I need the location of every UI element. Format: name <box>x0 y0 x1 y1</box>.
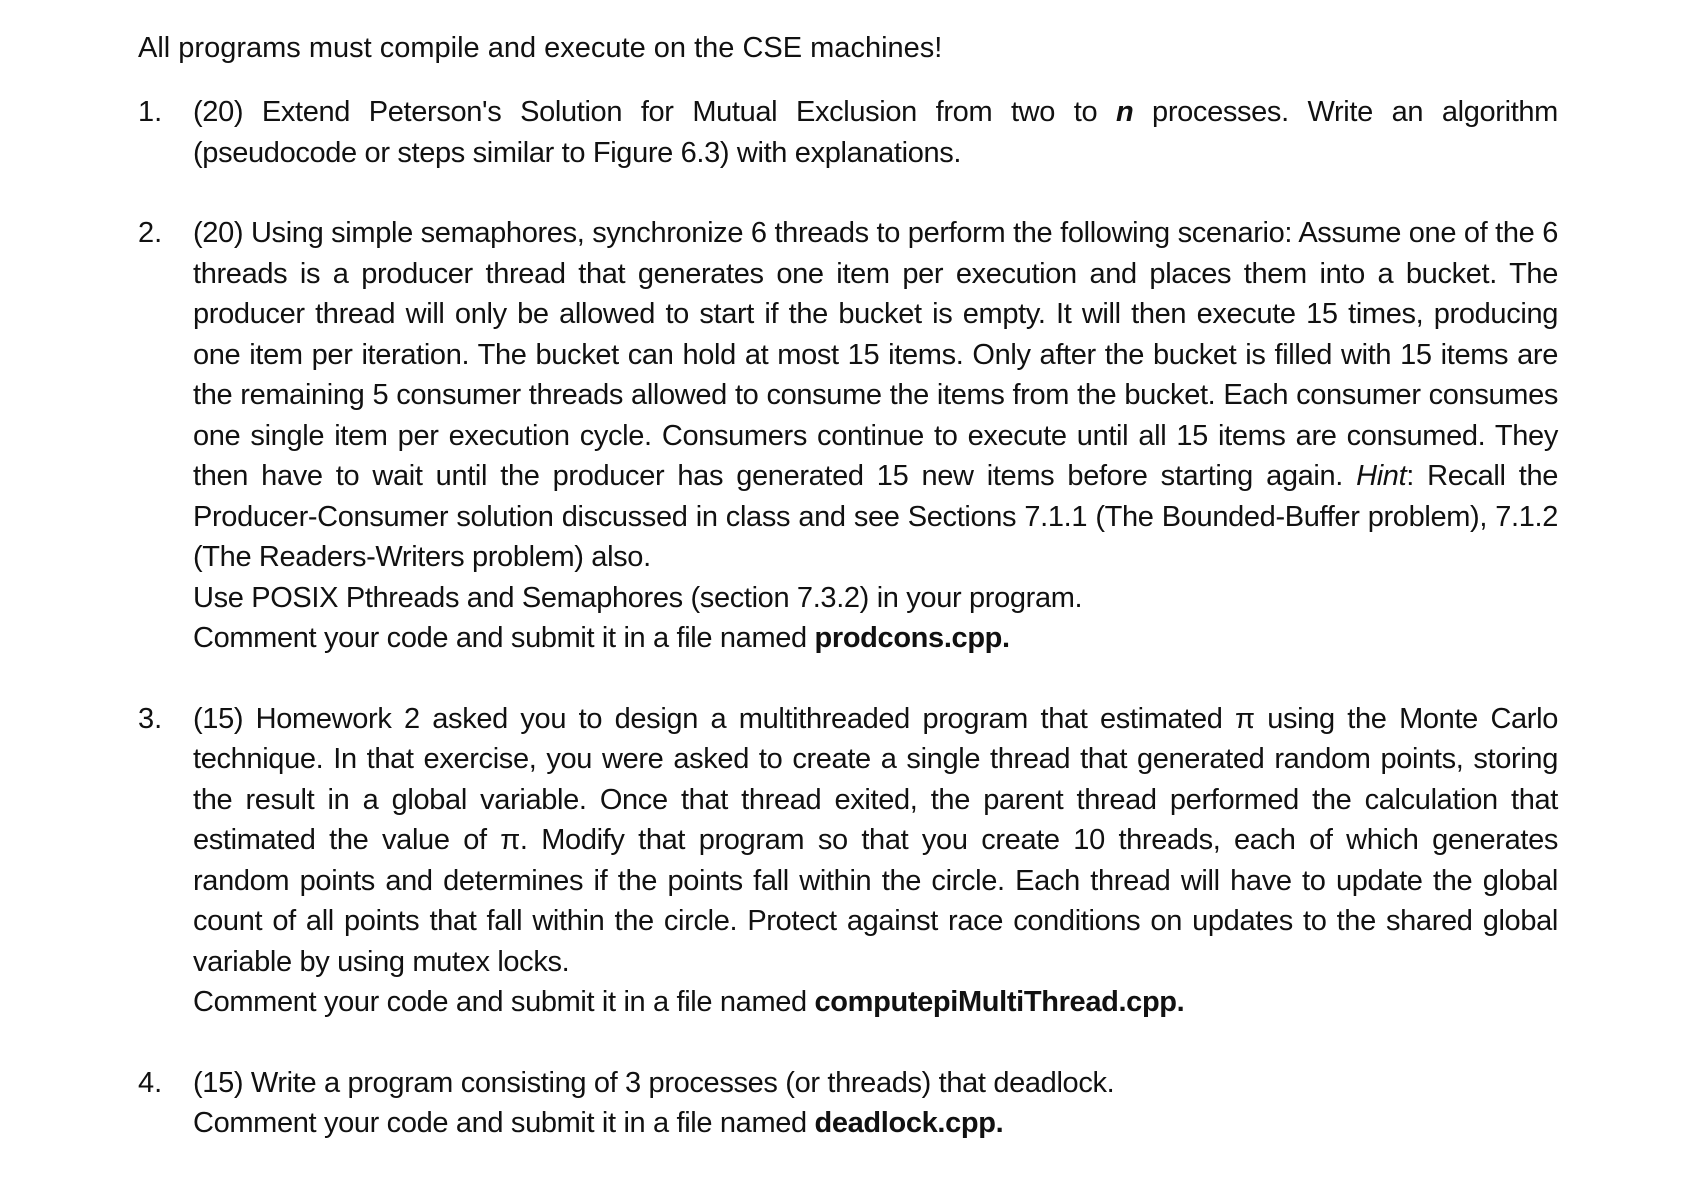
filename: computepiMultiThread.cpp. <box>814 986 1185 1018</box>
question-number: 4. <box>138 1066 163 1099</box>
emphasis-n: n <box>1115 96 1134 128</box>
question-text <box>193 213 1558 578</box>
submit-instruction <box>193 618 1558 659</box>
question-number: 2. <box>138 217 163 249</box>
question-number: 1. <box>138 96 163 128</box>
submit-text: Comment your code and submit it in a file named <box>193 622 815 654</box>
question-text-part: processes. Write an algorithm (pseudocode or steps similar to Figure 6.3) with explanations. <box>193 96 1558 169</box>
posix-instruction: Use POSIX Pthreads and Semaphores (section 7.3.2) in your program. <box>193 581 1083 614</box>
question-number: 3. <box>138 702 163 735</box>
submit-text: Comment your code and submit it in a file named <box>193 986 815 1018</box>
hint-label: Hint <box>1356 460 1407 492</box>
submit-instruction <box>193 982 1558 1023</box>
filename: deadlock.cpp. <box>814 1107 1004 1139</box>
question-text: (15) Homework 2 asked you to design a multithreaded program that estimated π using the Monte Carlo technique. In that exercise, you were asked to create a single thread that generated random points, storing the result in a global variable. Once that thread exited, the parent thread performed the calculation that estimated the value of π. Modify that program so that you create 10 threads, each of which generates random points and determines if the points fall within the circle. Each thread will have to update the global count of all points that fall within the circle. Protect against race conditions on updates to the shared global variable by using mutex locks. <box>193 702 1558 978</box>
question-text: (15) Write a program consisting of 3 processes (or threads) that deadlock. <box>193 1066 1115 1099</box>
filename: prodcons.cpp. <box>814 622 1010 654</box>
assignment-page <box>138 28 1558 1184</box>
question-4 <box>138 1063 1558 1144</box>
submit-instruction <box>193 1103 1558 1144</box>
question-2 <box>138 213 1558 659</box>
question-text-part: (20) Using simple semaphores, synchronize 6 threads to perform the following scenario: Assume one of the 6 threads is a producer thread that generates one item per execution and places them into a bucket. The producer thread will only be allowed to start if the bucket is empty. It will then execute 15 times, producing one item per iteration. The bucket can hold at most 15 items. Only after the bucket is filled with 15 items are the remaining 5 consumer threads allowed to consume the items from the bucket. Each consumer consumes one single item per execution cycle. Consumers continue to execute until all 15 items are consumed. They then have to wait until the producer has generated 15 new items before starting again. <box>193 217 1558 492</box>
question-text-part: : Recall the Producer-Consumer solution discussed in class and see Sections 7.1.1 (The Bounded-Buffer problem), 7.1.2 (The Readers-Writers problem) also. <box>193 460 1558 573</box>
submit-text: Comment your code and submit it in a file named <box>193 1107 815 1139</box>
question-1 <box>138 92 1558 173</box>
question-text <box>193 92 1558 173</box>
question-text-part: (20) Extend Peterson's Solution for Mutual Exclusion from two to <box>193 96 1116 128</box>
intro-note: All programs must compile and execute on the CSE machines! <box>138 32 943 64</box>
question-list <box>138 92 1558 1144</box>
question-3 <box>138 699 1558 1023</box>
